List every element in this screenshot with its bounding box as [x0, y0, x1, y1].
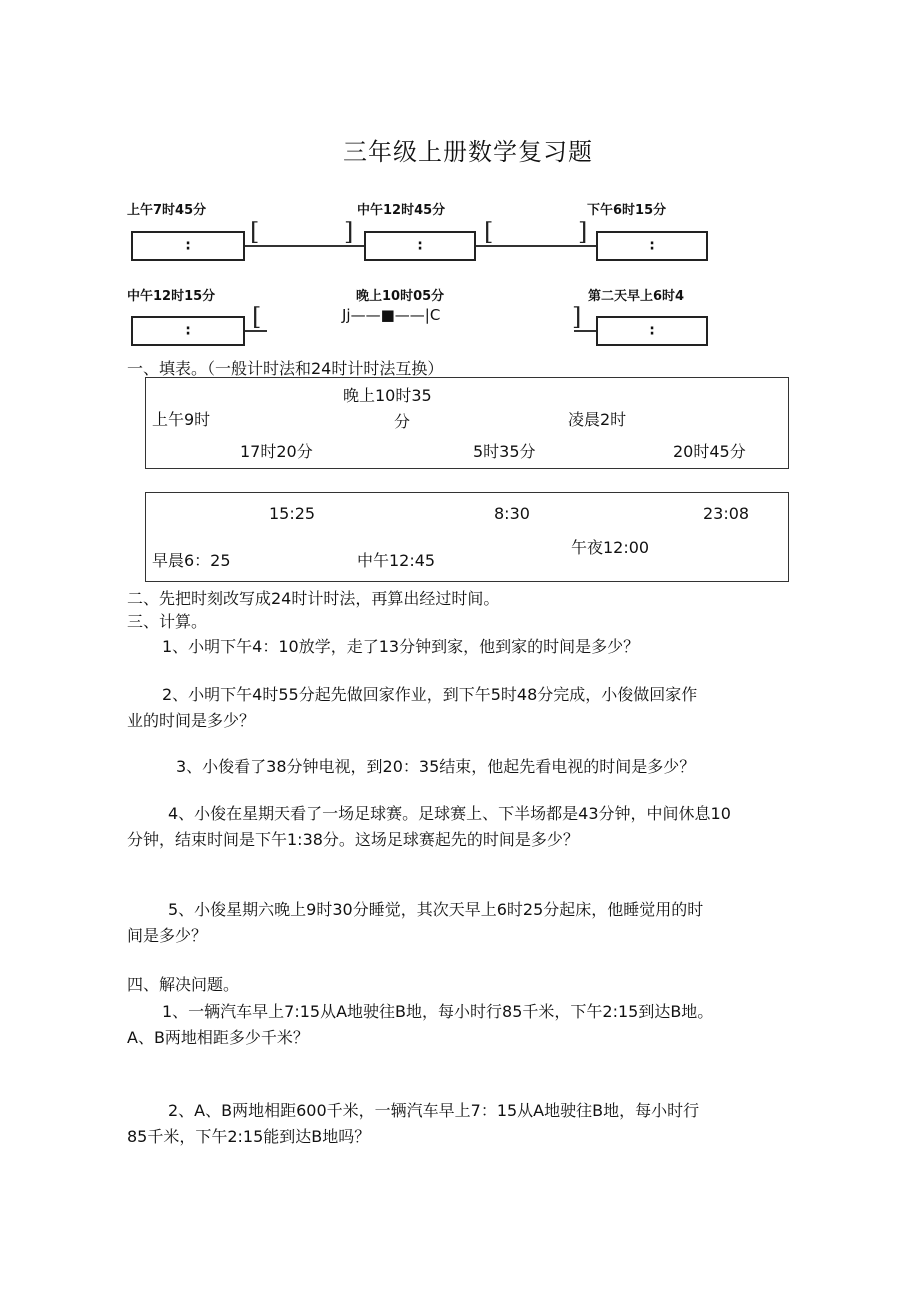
- table-cell[interactable]: 15:25: [269, 504, 316, 523]
- box-colon: :: [649, 322, 655, 339]
- question-3-1: 1、小明下午4：10放学，走了13分钟到家，他到家的时间是多少？: [162, 637, 640, 656]
- bracket-right-icon: ]: [572, 303, 582, 331]
- table-cell[interactable]: 17时20分: [240, 442, 313, 461]
- section-2-heading: 二、先把时刻改写成24时计时法，再算出经过时间。: [127, 589, 500, 608]
- question-4-2-line1: 2、A、B两地相距600千米，一辆汽车早上7：15从A地驶往B地，每小时行: [168, 1101, 700, 1120]
- bracket-left-icon: [: [250, 218, 260, 246]
- timeline-label-middle: 晚上10时05分: [356, 289, 445, 304]
- table-cell[interactable]: 中午12:45: [357, 551, 436, 570]
- table-cell[interactable]: 23:08: [703, 504, 750, 523]
- question-4-1-line1: 1、一辆汽车早上7:15从A地驶往B地，每小时行85千米，下午2:15到达B地。: [162, 1002, 714, 1021]
- question-3-5-line2: 间是多少？: [127, 926, 208, 945]
- question-3-4-line1: 4、小俊在星期天看了一场足球赛。足球赛上、下半场都是43分钟，中间休息10: [168, 804, 731, 823]
- box-colon: :: [185, 237, 191, 254]
- table-cell[interactable]: 分: [394, 412, 411, 431]
- table-cell[interactable]: 8:30: [494, 504, 530, 523]
- table-cell[interactable]: 凌晨2时: [568, 410, 627, 429]
- box-colon: :: [185, 322, 191, 339]
- time-input-box[interactable]: [596, 231, 708, 261]
- question-3-2-line2: 业的时间是多少？: [127, 711, 256, 730]
- box-colon: :: [417, 237, 423, 254]
- conversion-table-1: [145, 377, 789, 469]
- timeline-label-start: 中午12时15分: [127, 289, 216, 304]
- table-cell[interactable]: 上午9时: [152, 410, 211, 429]
- table-cell[interactable]: 晚上10时35: [343, 386, 432, 405]
- conversion-table-2: [145, 492, 789, 582]
- table-cell[interactable]: 早晨6：25: [152, 551, 231, 570]
- bracket-left-icon: [: [484, 218, 494, 246]
- section-1-heading: 一、填表。（一般计时法和24时计时法互换）: [127, 359, 444, 378]
- page-title: 三年级上册数学复习题: [343, 138, 593, 166]
- timeline-label-end: 第二天早上6时4: [588, 289, 685, 304]
- time-input-box[interactable]: [596, 316, 708, 346]
- table-cell[interactable]: 午夜12:00: [571, 538, 650, 557]
- question-4-2-line2: 85千米，下午2:15能到达B地吗？: [127, 1127, 371, 1146]
- bracket-right-icon: ]: [578, 218, 588, 246]
- section-3-heading: 三、计算。: [127, 612, 208, 631]
- timeline-label-start: 上午7时45分: [127, 203, 207, 218]
- bracket-right-icon: ]: [344, 218, 354, 246]
- table-cell[interactable]: 20时45分: [673, 442, 746, 461]
- question-3-4-line2: 分钟，结束时间是下午1:38分。这场足球赛起先的时间是多少？: [127, 830, 579, 849]
- timeline-label-middle: 中午12时45分: [357, 203, 446, 218]
- time-input-box[interactable]: [131, 316, 245, 346]
- time-input-box[interactable]: [131, 231, 245, 261]
- question-3-5-line1: 5、小俊星期六晚上9时30分睡觉，其次天早上6时25分起床，他睡觉用的时: [168, 900, 704, 919]
- question-3-2-line1: 2、小明下午4时55分起先做回家作业，到下午5时48分完成，小俊做回家作: [162, 685, 698, 704]
- timeline-label-end: 下午6时15分: [587, 203, 667, 218]
- table-cell[interactable]: 5时35分: [473, 442, 536, 461]
- question-3-3: 3、小俊看了38分钟电视，到20：35结束，他起先看电视的时间是多少？: [176, 757, 696, 776]
- timeline-middle-glyphs: Jj——■——|C: [342, 306, 441, 324]
- section-4-heading: 四、解决问题。: [127, 975, 240, 994]
- time-input-box[interactable]: [364, 231, 476, 261]
- question-4-1-line2: A、B两地相距多少千米？: [127, 1028, 309, 1047]
- bracket-left-icon: [: [252, 303, 262, 331]
- box-colon: :: [649, 237, 655, 254]
